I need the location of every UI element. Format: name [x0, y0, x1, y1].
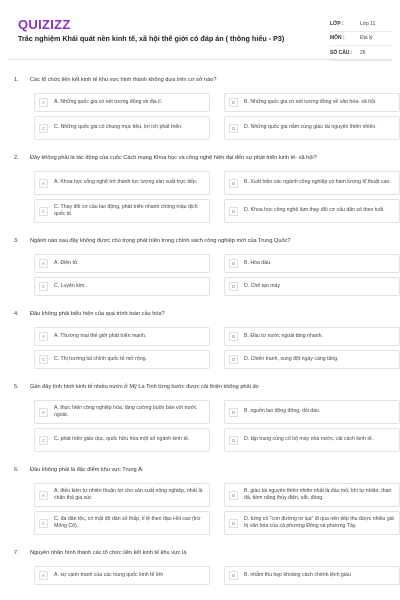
answer-option-c[interactable] [34, 116, 210, 140]
answer-option-b[interactable] [224, 93, 400, 112]
answer-option-b[interactable] [224, 483, 400, 507]
question-number: 4. [14, 311, 19, 317]
option-text: A. thực hiện công nghiệp hóa, tăng cường buôn bán với nước ngoài. [54, 404, 197, 418]
option-letter-badge: C [39, 519, 48, 528]
answer-option-b[interactable] [224, 327, 400, 346]
option-text: A. Khoa học công nghệ trở thành lực lượng sản xuất trực tiếp. [54, 179, 198, 186]
question-header [8, 462, 392, 476]
option-letter-badge: A [39, 408, 48, 417]
option-letter-badge: D [229, 282, 238, 291]
option-text: D. Những quốc gia nằm cùng giàu tài nguyên thiên nhiên. [244, 124, 377, 131]
meta-value: 26 [360, 49, 366, 56]
answer-option-b[interactable] [224, 400, 400, 424]
answer-option-c[interactable] [34, 199, 210, 223]
answer-option-a[interactable] [34, 400, 210, 424]
question-1 [8, 72, 392, 150]
option-text: D. tập trung củng cố bộ máy nhà nước, cải cách kinh tế. [244, 436, 374, 443]
option-letter-badge: A [39, 491, 48, 500]
meta-table [330, 17, 392, 61]
question-text: Ngành nào sau đây không được chú trọng phát triển trong chính sách công nghiệp mới của Trung Quốc? [30, 238, 291, 244]
option-text: A. sự cạnh tranh của các trung quốc kinh tế lớn [54, 571, 164, 578]
meta-label: SỐ CÂU : [330, 49, 353, 56]
answer-option-a[interactable] [34, 327, 210, 346]
worksheet-header [8, 8, 392, 60]
option-letter-badge: B [229, 332, 238, 341]
option-text: D. từng có "con đường tơ lụa" đi qua nên tiếp thu được nhiều giá trị văn hóa của cả phương Đông và phương Tây. [244, 515, 394, 529]
option-text: A. Điện tử. [54, 259, 79, 266]
answer-option-a[interactable] [34, 483, 210, 507]
option-text: A. Những quốc gia có nét tương đồng về địa lí. [54, 98, 163, 105]
option-text: B. Hóa dầu. [244, 259, 272, 266]
question-text: Các tổ chức liên kết kinh tế khu vực hình thành không dựa trên cơ sở nào? [30, 77, 217, 83]
option-text: B. nhằm thu hẹp khoảng cách chênh lệch giàu [244, 571, 351, 578]
answer-option-a[interactable] [34, 171, 210, 195]
question-number: 5. [14, 384, 19, 390]
question-4 [8, 306, 392, 379]
option-letter-badge: C [39, 207, 48, 216]
answer-option-c[interactable] [34, 277, 210, 296]
answer-options [8, 247, 392, 306]
question-header [8, 233, 392, 247]
option-text: C. Thị trường tài chính quốc tế mở rộng. [54, 355, 147, 362]
option-letter-badge: D [229, 124, 238, 133]
option-letter-badge: C [39, 436, 48, 445]
option-letter-badge: A [39, 179, 48, 188]
answer-options [8, 164, 392, 233]
question-header [8, 379, 392, 393]
option-letter-badge: A [39, 98, 48, 107]
meta-label: MÔN : [330, 35, 345, 42]
answer-option-b[interactable] [224, 254, 400, 273]
option-letter-badge: A [39, 571, 48, 580]
question-number: 3. [14, 238, 19, 244]
option-text: C. đa dân tộc, có mật độ dân số thấp, tỉ lệ theo đạo Hồi cao (trừ Mông Cổ). [54, 515, 201, 529]
question-6 [8, 462, 392, 545]
option-letter-badge: B [229, 571, 238, 580]
meta-label: LỚP : [330, 20, 344, 27]
question-header [8, 150, 392, 164]
meta-value: Lớp 11 [360, 20, 376, 27]
option-letter-badge: B [229, 491, 238, 500]
answer-option-c[interactable] [34, 511, 210, 535]
option-letter-badge: C [39, 282, 48, 291]
question-number: 6. [14, 467, 19, 473]
option-letter-badge: B [229, 259, 238, 268]
answer-option-d[interactable] [224, 350, 400, 369]
question-text: Gần đây tình hình kinh tế nhiều nước ở Mỹ La Tinh từng bước được cải thiện không phải do [30, 384, 259, 390]
option-text: C. phát triển giáo dục, quốc hữu hóa một số ngành kinh tế. [54, 436, 190, 443]
option-text: C. Thay đổi cơ cấu lao động, phát triển nhanh chóng mậu dịch quốc tế. [54, 203, 198, 217]
answer-option-c[interactable] [34, 428, 210, 452]
option-letter-badge: D [229, 436, 238, 445]
meta-value: Địa lý [360, 35, 373, 42]
option-text: C. Luyện kim. [54, 282, 86, 289]
option-text: B. Những quốc gia có nét tương đồng về văn hóa- xã hội. [244, 98, 377, 105]
question-number: 7. [14, 550, 19, 556]
option-text: C. Những quốc gia có chung mục tiêu, lợi ích phát triển. [54, 124, 183, 131]
meta-row-count [330, 46, 392, 61]
option-text: B. giàu tài nguyên thiên nhiên nhất là dầu mỏ, khí tự nhiên, than đá, tiềm năng thủy điện, sắt, đồng. [244, 487, 392, 501]
option-letter-badge: D [229, 355, 238, 364]
question-header [8, 72, 392, 86]
question-header [8, 306, 392, 320]
answer-option-b[interactable] [224, 171, 400, 195]
question-text: Đâu không phải biểu hiện của quá trình toàn cầu hóa? [30, 311, 165, 317]
question-3 [8, 233, 392, 306]
option-text: B. nguồn lao động đông, dồi dào. [244, 408, 321, 415]
option-letter-badge: C [39, 124, 48, 133]
question-2 [8, 150, 392, 233]
answer-option-a[interactable] [34, 566, 210, 585]
option-text: D. Khoa học công nghệ làm thay đổi cơ cấu dân số theo tuổi. [244, 207, 385, 214]
option-text: B. Đầu tư nước ngoài tăng nhanh. [244, 332, 323, 339]
option-letter-badge: D [229, 207, 238, 216]
answer-option-d[interactable] [224, 277, 400, 296]
page-title: Trắc nghiệm Khái quát nền kinh tế, xã hội thế giới có đáp án ( thông hiểu - P3) [18, 35, 285, 43]
option-text: A. Thương mại thế giới phát triển mạnh. [54, 332, 147, 339]
option-letter-badge: B [229, 98, 238, 107]
answer-option-c[interactable] [34, 350, 210, 369]
question-text: Đâu không phải là đặc điểm khu vực Trung Á: [30, 467, 144, 473]
question-header [8, 545, 392, 559]
question-5 [8, 379, 392, 462]
option-text: D. Chế tạo máy [244, 282, 281, 289]
question-number: 1. [14, 77, 19, 83]
answer-options [8, 559, 392, 595]
option-text: D. Chiến tranh, xung đột ngày càng tăng. [244, 355, 339, 362]
question-list [8, 72, 392, 595]
option-text: A. điều kiện tự nhiên thuận lợi cho sản xuất nông nghiệp, nhất là chăn thả gia súc [54, 487, 203, 501]
option-letter-badge: A [39, 332, 48, 341]
option-text: B. Xuất hiện các ngành công nghiệp có hàm lượng kĩ thuật cao. [244, 179, 391, 186]
question-7 [8, 545, 392, 595]
meta-row-class [330, 17, 392, 32]
answer-option-a[interactable] [34, 93, 210, 112]
answer-option-a[interactable] [34, 254, 210, 273]
answer-option-d[interactable] [224, 116, 400, 140]
option-letter-badge: A [39, 259, 48, 268]
quizizz-logo: QUIZIZZ [18, 17, 71, 32]
option-letter-badge: B [229, 179, 238, 188]
answer-option-d[interactable] [224, 511, 400, 535]
answer-option-b[interactable] [224, 566, 400, 585]
question-text: Nguyên nhân hình thành các tổ chức liên kết kinh tế khu vực là [30, 550, 187, 556]
option-letter-badge: D [229, 519, 238, 528]
answer-option-d[interactable] [224, 199, 400, 223]
answer-options [8, 320, 392, 379]
option-letter-badge: B [229, 408, 238, 417]
answer-option-d[interactable] [224, 428, 400, 452]
option-letter-badge: C [39, 355, 48, 364]
answer-options [8, 86, 392, 150]
meta-row-subject [330, 32, 392, 47]
question-number: 2. [14, 155, 19, 161]
answer-options [8, 476, 392, 545]
question-text: Đây không phải là tác động của cuộc Cách mạng Khoa học và công nghệ hiện đại đến sự phát triển kinh tế- xã hội? [30, 155, 317, 161]
answer-options [8, 393, 392, 462]
